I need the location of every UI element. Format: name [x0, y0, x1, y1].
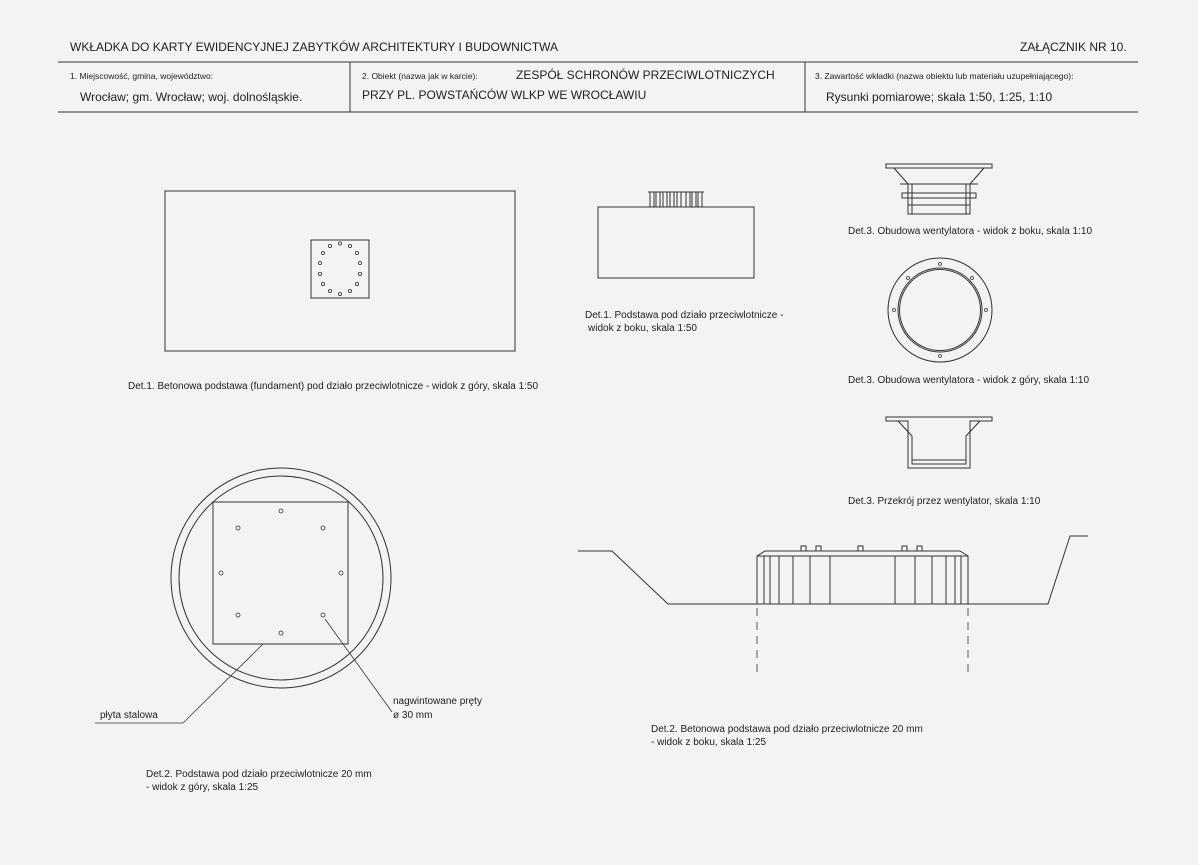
field-3-value: Rysunki pomiarowe; skala 1:50, 1:25, 1:10: [826, 90, 1053, 104]
caption-det1-side-line2: widok z boku, skala 1:50: [588, 323, 697, 334]
field-2-label: 2. Obiekt (nazwa jak w karcie):: [362, 71, 478, 81]
caption-det3-side: Det.3. Obudowa wentylatora - widok z boku, skala 1:10: [848, 226, 1093, 237]
det3-top-view: [888, 258, 992, 362]
caption-det2-top-line1: Det.2. Podstawa pod działo przeciwlotnicze 20 mm: [146, 769, 372, 780]
caption-det3-section: Det.3. Przekrój przez wentylator, skala 1:10: [848, 496, 1041, 507]
leader-threaded-rods: [325, 619, 392, 712]
field-2-value-line1: ZESPÓŁ SCHRONÓW PRZECIWLOTNICZYCH: [516, 68, 775, 82]
sheet-title: WKŁADKA DO KARTY EWIDENCYJNEJ ZABYTKÓW ARCHITEKTURY I BUDOWNICTWA: [70, 40, 559, 54]
caption-det3-top: Det.3. Obudowa wentylatora - widok z góry, skala 1:10: [848, 375, 1090, 386]
ground-profile: [578, 536, 1088, 604]
caption-det2-side-line1: Det.2. Betonowa podstawa pod działo przeciwlotnicze 20 mm: [651, 724, 923, 735]
field-1-value: Wrocław; gm. Wrocław; woj. dolnośląskie.: [80, 90, 303, 104]
det3-section-view: [886, 417, 992, 468]
caption-det1-side-line1: Det.1. Podstawa pod działo przeciwlotnicze -: [585, 310, 784, 321]
det3-side-view: [886, 164, 992, 214]
caption-det2-side-line2: - widok z boku, skala 1:25: [651, 737, 767, 748]
label-threaded-rods-line2: ø 30 mm: [393, 710, 433, 721]
det1-top-view: [165, 191, 515, 351]
field-3-label: 3. Zawartość wkładki (nazwa obiektu lub materiału uzupełniającego):: [815, 71, 1074, 81]
field-2-value-line2: PRZY PL. POWSTAŃCÓW WLKP WE WROCŁAWIU: [362, 88, 647, 102]
label-threaded-rods-line1: nagwintowane pręty: [393, 696, 482, 707]
det2-top-view: [95, 468, 392, 723]
det1-bolt-holes: [318, 242, 361, 296]
field-1-label: 1. Miejscowość, gmina, województwo:: [70, 71, 214, 81]
caption-det2-top-line2: - widok z góry, skala 1:25: [146, 782, 259, 793]
det1-side-view: [598, 192, 754, 278]
label-steel-plate: płyta stalowa: [100, 710, 158, 721]
det2-side-view: [578, 536, 1088, 675]
caption-det1-top: Det.1. Betonowa podstawa (fundament) pod działo przeciwlotnicze - widok z góry, skala 1:50: [128, 381, 539, 392]
annex-number: ZAŁĄCZNIK NR 10.: [1020, 40, 1127, 54]
